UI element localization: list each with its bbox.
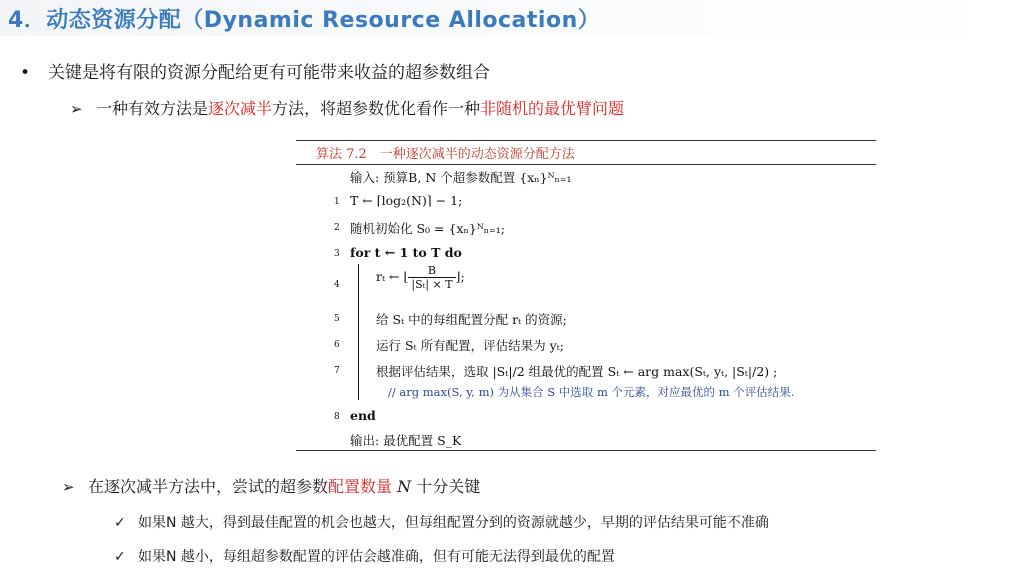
algorithm-line-7: 根据评估结果，选取 |Sₜ|/2 组最优的配置 Sₜ ← arg max(Sₜ, yₜ, |Sₜ|/2) ; (376, 364, 778, 379)
algorithm-line-6: 运行 Sₜ 所有配置，评估结果为 yₜ; (376, 338, 564, 353)
line-number: 6 (334, 340, 340, 350)
algorithm-line-4 (376, 264, 465, 291)
main-bullet (20, 58, 490, 83)
main-bullet-text: 关键是将有限的资源分配给更有可能带来收益的超参数组合 (48, 63, 490, 83)
sub-bullet-2 (62, 474, 480, 497)
check-text-2: 如果N 越小，每组超参数配置的评估会越准确，但有可能无法得到最优的配置 (138, 549, 615, 565)
frac-denominator: |Sₜ| × T (411, 278, 453, 291)
frac-numerator: B (408, 264, 455, 278)
line-number: 7 (334, 366, 340, 376)
algorithm-input: 输入: 预算B, N 个超参数配置 {xₙ}ᴺₙ₌₁ (350, 170, 572, 185)
check-item-2 (114, 546, 615, 566)
line4-tail: ⌋; (455, 269, 465, 284)
rule-top (296, 140, 876, 141)
sub1-text-a: 一种有效方法是 (96, 99, 209, 118)
arrow-bullet-icon: ➢ (62, 478, 75, 496)
algorithm-comment: // arg max(S, y, m) 为从集合 S 中选取 m 个元素，对应最优的 m 个评估结果. (388, 385, 795, 399)
line-number: 4 (334, 280, 340, 290)
fraction (408, 264, 455, 291)
sub2-text-d: 十分关键 (416, 477, 481, 496)
algorithm-line-5: 给 Sₜ 中的每组配置分配 rₜ 的资源; (376, 312, 567, 327)
sub1-highlight-b: 逐次减半 (208, 99, 273, 118)
rule-bottom (296, 450, 876, 451)
algorithm-line-3: for t ← 1 to T do (350, 245, 462, 260)
algorithm-box (296, 140, 876, 452)
loop-bar (358, 264, 359, 400)
algorithm-line-1: T ← ⌈log₂(N)⌉ − 1; (350, 193, 463, 208)
sub2-highlight-b: 配置数量 (328, 477, 393, 496)
sub2-text-a: 在逐次减半方法中，尝试的超参数 (88, 477, 329, 496)
bullet-dot-icon: • (20, 63, 31, 83)
line-number: 8 (334, 412, 340, 422)
title-bar (0, 0, 1024, 36)
algorithm-line-2: 随机初始化 S₀ = {xₙ}ᴺₙ₌₁; (350, 221, 505, 236)
algorithm-output: 输出: 最优配置 S_K (350, 433, 462, 448)
algorithm-line-8: end (350, 408, 376, 423)
check-icon: ✓ (114, 515, 126, 531)
slide-title: 4．动态资源分配（Dynamic Resource Allocation） (8, 8, 601, 33)
algorithm-caption: 算法 7.2 一种逐次减半的动态资源分配方法 (316, 147, 575, 162)
sub2-var-n: N (392, 477, 417, 496)
line-number: 2 (334, 223, 340, 233)
check-item-1 (114, 512, 769, 532)
rule-mid (296, 164, 876, 165)
line-number: 3 (334, 249, 340, 259)
line-number: 5 (334, 314, 340, 324)
sub1-text-c: 方法，将超参数优化看作一种 (272, 99, 481, 118)
sub1-highlight-d: 非随机的最优臂问题 (480, 99, 625, 118)
check-text-1: 如果N 越大，得到最佳配置的机会也越大，但每组配置分到的资源就越少，早期的评估结果可能不准确 (138, 515, 769, 531)
line4-lead: rₜ ← ⌊ (376, 269, 409, 284)
sub-bullet-1 (70, 96, 624, 119)
check-icon: ✓ (114, 549, 126, 565)
line-number: 1 (334, 197, 340, 207)
arrow-bullet-icon: ➢ (70, 100, 83, 118)
